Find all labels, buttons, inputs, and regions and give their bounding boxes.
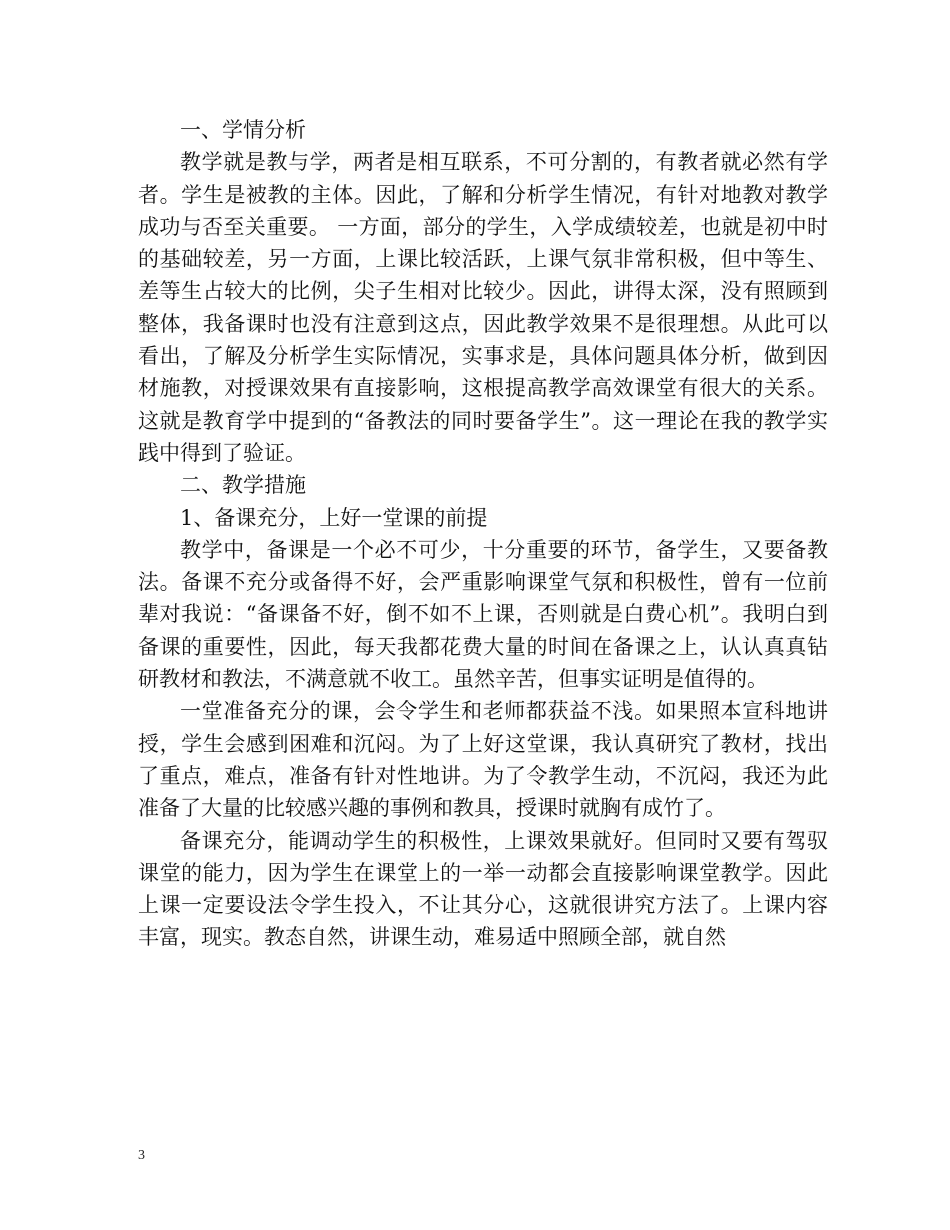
paragraph-well-prepared-class: 一堂准备充分的课，会令学生和老师都获益不浅。如果照本宣科地讲授，学生会感到困难和沉闷。为了上好这堂课，我认真研究了教材，找出了重点，难点，准备有针对性地讲。为了令教学生动，不沉闷，我还为此准备了大量的比较感兴趣的事例和教具，授课时就胸有成竹了。	[138, 699, 828, 821]
subsection-heading-1: 1、备课充分，上好一堂课的前提	[180, 505, 488, 530]
paragraph-lesson-prep: 教学中，备课是一个必不可少，十分重要的环节，备学生，又要备教法。备课不充分或备得不好，会严重影响课堂气氛和积极性，曾有一位前辈对我说：“备课备不好，倒不如不上课，否则就是白费心机”。我明白到备课的重要性，因此，每天我都花费大量的时间在备课之上，认认真真钻研教材和教法，不满意就不收工。虽然辛苦，但事实证明是值得的。	[138, 537, 828, 692]
body-text	[138, 114, 828, 954]
section-heading-2: 二、教学措施	[180, 473, 306, 498]
paragraph-classroom-control: 备课充分，能调动学生的积极性，上课效果就好。但同时又要有驾驭课堂的能力，因为学生在课堂上的一举一动都会直接影响课堂教学。因此上课一定要设法令学生投入，不让其分心，这就很讲究方法了。上课内容丰富，现实。教态自然，讲课生动，难易适中照顾全部，就自然	[138, 828, 828, 950]
section-heading-1: 一、学情分析	[180, 118, 306, 142]
paragraph-student-analysis: 教学就是教与学，两者是相互联系，不可分割的，有教者就必然有学者。学生是被教的主体。因此，了解和分析学生情况，有针对地教对教学成功与否至关重要。 一方面，部分的学生，入学成绩较差，也就是初中时的基础较差，另一方面，上课比较活跃，上课气氛非常积极，但中等生、差等生占较大的比例，尖子生相对比较少。因此，讲得太深，没有照顾到整体，我备课时也没有注意到这点，因此教学效果不是很理想。从此可以看出，了解及分析学生实际情况，实事求是，具体问题具体分析，做到因材施教，对授课效果有直接影响，这根提高教学高效课堂有很大的关系。这就是教育学中提到的“备教法的同时要备学生”。这一理论在我的教学实践中得到了验证。	[138, 150, 828, 465]
page-number: 3	[138, 1148, 145, 1163]
